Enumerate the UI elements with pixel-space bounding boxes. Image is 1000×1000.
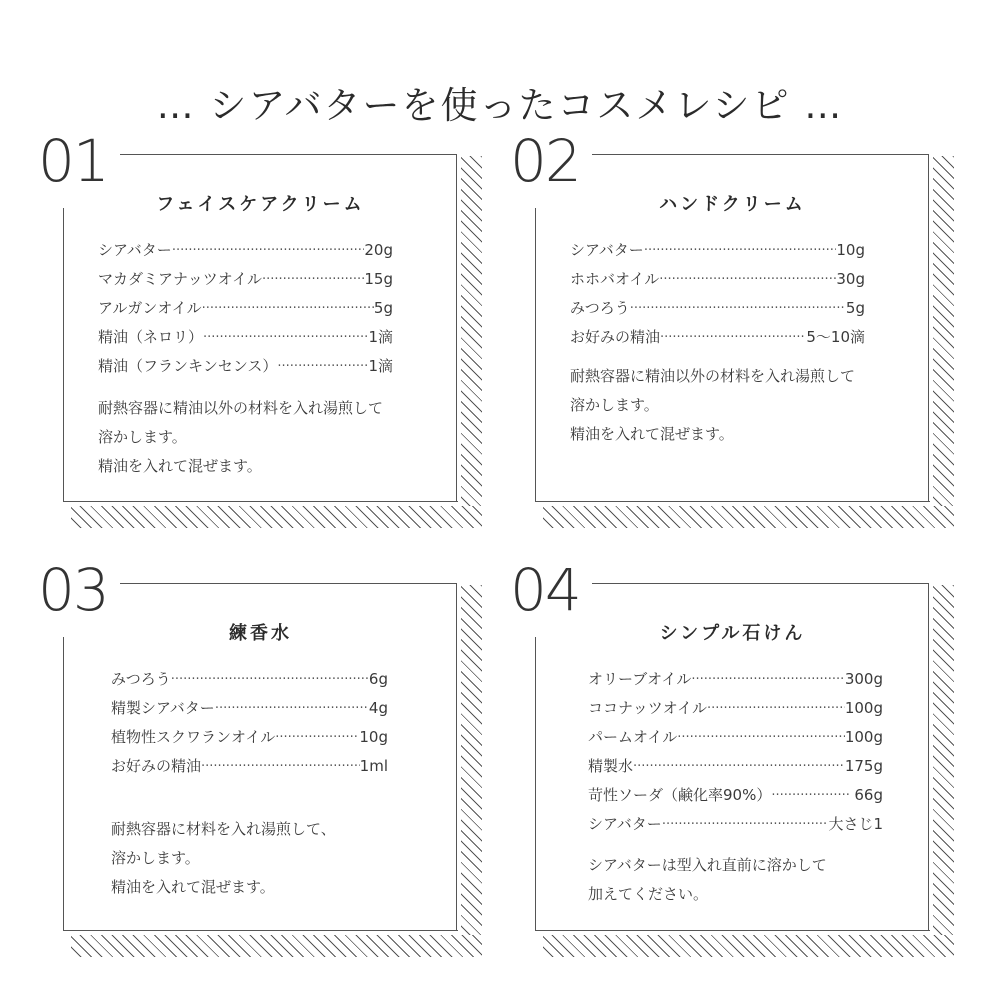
hatch-shadow-right bbox=[933, 156, 954, 528]
ingredient-amount: 66g bbox=[849, 786, 883, 804]
ingredient-amount: 30g bbox=[836, 270, 865, 288]
hatch-shadow-right bbox=[933, 585, 954, 957]
card-border-bottom bbox=[63, 501, 458, 502]
recipe-title: シンプル石けん bbox=[659, 623, 806, 644]
recipe-number: 03 bbox=[38, 556, 108, 624]
card-border-bottom bbox=[535, 501, 930, 502]
ingredient-name: ココナッツオイル bbox=[588, 699, 707, 717]
card-border-bottom bbox=[63, 930, 458, 931]
ingredient-item bbox=[570, 265, 865, 294]
ingredient-name: お好みの精油 bbox=[570, 328, 661, 346]
ingredient-name: 精油（ネロリ） bbox=[98, 328, 204, 346]
ingredient-amount: 5〜10滴 bbox=[806, 328, 865, 346]
ingredient-item bbox=[111, 723, 388, 752]
ingredient-item bbox=[588, 752, 883, 781]
ingredient-name: お好みの精油 bbox=[111, 757, 202, 775]
dot-leader bbox=[691, 665, 844, 694]
ingredient-amount: 1滴 bbox=[368, 328, 393, 346]
ingredient-amount: 175g bbox=[844, 757, 883, 775]
ingredient-name: ホホバオイル bbox=[570, 270, 660, 288]
ingredient-item bbox=[588, 694, 883, 723]
recipe-number: 02 bbox=[510, 127, 580, 195]
dot-leader bbox=[172, 236, 365, 265]
card-border-top bbox=[592, 154, 929, 155]
ingredient-amount: 1ml bbox=[359, 757, 388, 775]
recipe-number: 01 bbox=[38, 127, 108, 195]
card-border-left bbox=[535, 208, 536, 502]
dot-leader bbox=[659, 265, 836, 294]
ingredient-name: パームオイル bbox=[588, 728, 678, 746]
ingredient-item bbox=[98, 352, 393, 381]
dot-leader bbox=[262, 265, 364, 294]
ingredient-amount: 6g bbox=[368, 670, 388, 688]
card-border-top bbox=[120, 583, 457, 584]
ingredient-item bbox=[98, 323, 393, 352]
card-border-left bbox=[63, 637, 64, 931]
instruction-line: シアバターは型入れ直前に溶かして bbox=[588, 856, 827, 874]
ingredient-item bbox=[588, 781, 883, 810]
dot-leader bbox=[662, 810, 829, 839]
ingredient-item bbox=[111, 752, 388, 781]
ingredient-name: 精油（フランキンセンス） bbox=[98, 357, 278, 375]
hatch-shadow-bottom bbox=[71, 935, 482, 957]
ingredient-name: みつろう bbox=[570, 299, 630, 317]
instruction-line: 精油を入れて混ぜます。 bbox=[98, 457, 262, 475]
instruction-line: 精油を入れて混ぜます。 bbox=[111, 878, 275, 896]
instruction-line: 溶かします。 bbox=[98, 428, 187, 446]
ingredient-amount: 大さじ1 bbox=[828, 815, 883, 833]
ingredient-name: 植物性スクワランオイル bbox=[111, 728, 276, 746]
hatch-shadow-bottom bbox=[543, 506, 954, 528]
ingredient-item bbox=[111, 665, 388, 694]
recipe-card-02 bbox=[510, 127, 955, 534]
ingredient-amount: 10g bbox=[836, 241, 865, 259]
instruction-line: 耐熱容器に材料を入れ湯煎して、 bbox=[111, 820, 336, 838]
recipe-title: 練香水 bbox=[229, 623, 292, 644]
ingredient-item bbox=[111, 694, 388, 723]
ingredient-item bbox=[98, 265, 393, 294]
recipe-card-03 bbox=[38, 556, 483, 963]
card-border-left bbox=[63, 208, 64, 502]
ingredient-amount: 100g bbox=[844, 728, 883, 746]
ingredient-amount: 15g bbox=[364, 270, 393, 288]
card-border-bottom bbox=[535, 930, 930, 931]
ingredient-list bbox=[111, 665, 388, 781]
instruction-line: 精油を入れて混ぜます。 bbox=[570, 425, 734, 443]
ingredient-amount: 5g bbox=[373, 299, 393, 317]
ingredient-name: シアバター bbox=[98, 241, 172, 259]
ingredient-amount: 1滴 bbox=[368, 357, 393, 375]
ingredient-name: 精製水 bbox=[588, 757, 634, 775]
dot-leader bbox=[660, 323, 806, 352]
hatch-shadow-right bbox=[461, 156, 482, 528]
dot-leader bbox=[171, 665, 369, 694]
ingredient-amount: 20g bbox=[364, 241, 393, 259]
dot-leader bbox=[630, 294, 846, 323]
ingredient-item bbox=[570, 236, 865, 265]
ingredient-list bbox=[98, 236, 393, 381]
dot-leader bbox=[644, 236, 837, 265]
hatch-shadow-bottom bbox=[71, 506, 482, 528]
hatch-shadow-bottom bbox=[543, 935, 954, 957]
recipe-number: 04 bbox=[510, 556, 580, 624]
instructions bbox=[570, 362, 855, 449]
instruction-line: 耐熱容器に精油以外の材料を入れ湯煎して bbox=[570, 367, 856, 385]
ingredient-list bbox=[570, 236, 865, 352]
instruction-line: 加えてください。 bbox=[588, 885, 709, 903]
recipe-title: フェイスケアクリーム bbox=[156, 194, 365, 215]
ingredient-item bbox=[570, 294, 865, 323]
instruction-line: 溶かします。 bbox=[570, 396, 659, 414]
hatch-shadow-right bbox=[461, 585, 482, 957]
ingredient-item bbox=[588, 723, 883, 752]
ingredient-name: 苛性ソーダ（鹸化率90%） bbox=[588, 786, 772, 804]
recipe-title: ハンドクリーム bbox=[659, 194, 806, 215]
instructions bbox=[588, 851, 827, 909]
dot-leader bbox=[771, 781, 849, 810]
dot-leader bbox=[215, 694, 369, 723]
card-border-top bbox=[120, 154, 457, 155]
ingredient-name: マカダミアナッツオイル bbox=[98, 270, 262, 288]
dot-leader bbox=[677, 723, 845, 752]
ingredient-amount: 4g bbox=[368, 699, 388, 717]
dot-leader bbox=[202, 294, 374, 323]
recipe-card-04 bbox=[510, 556, 955, 963]
dot-leader bbox=[633, 752, 845, 781]
ingredient-amount: 300g bbox=[844, 670, 883, 688]
dot-leader bbox=[707, 694, 845, 723]
ingredient-name: シアバター bbox=[588, 815, 662, 833]
ingredient-amount: 100g bbox=[844, 699, 883, 717]
ingredient-item bbox=[570, 323, 865, 352]
ingredient-name: アルガンオイル bbox=[98, 299, 202, 317]
card-border-top bbox=[592, 583, 929, 584]
ingredient-name: オリーブオイル bbox=[588, 670, 692, 688]
ingredient-amount: 10g bbox=[359, 728, 388, 746]
instruction-line: 溶かします。 bbox=[111, 849, 200, 867]
ingredient-amount: 5g bbox=[845, 299, 865, 317]
ingredient-item bbox=[588, 665, 883, 694]
ingredient-item bbox=[98, 236, 393, 265]
card-border-left bbox=[535, 637, 536, 931]
instructions bbox=[98, 394, 383, 481]
page-title: … シアバターを使ったコスメレシピ … bbox=[156, 83, 844, 127]
instructions bbox=[111, 815, 336, 902]
ingredient-name: シアバター bbox=[570, 241, 644, 259]
recipe-card-01 bbox=[38, 127, 483, 534]
ingredient-item bbox=[588, 810, 883, 839]
instruction-line: 耐熱容器に精油以外の材料を入れ湯煎して bbox=[98, 399, 384, 417]
ingredient-name: みつろう bbox=[111, 670, 171, 688]
ingredient-list bbox=[588, 665, 883, 839]
dot-leader bbox=[275, 723, 359, 752]
dot-leader bbox=[277, 352, 368, 381]
ingredient-name: 精製シアバター bbox=[111, 699, 215, 717]
ingredient-item bbox=[98, 294, 393, 323]
dot-leader bbox=[203, 323, 368, 352]
dot-leader bbox=[201, 752, 360, 781]
